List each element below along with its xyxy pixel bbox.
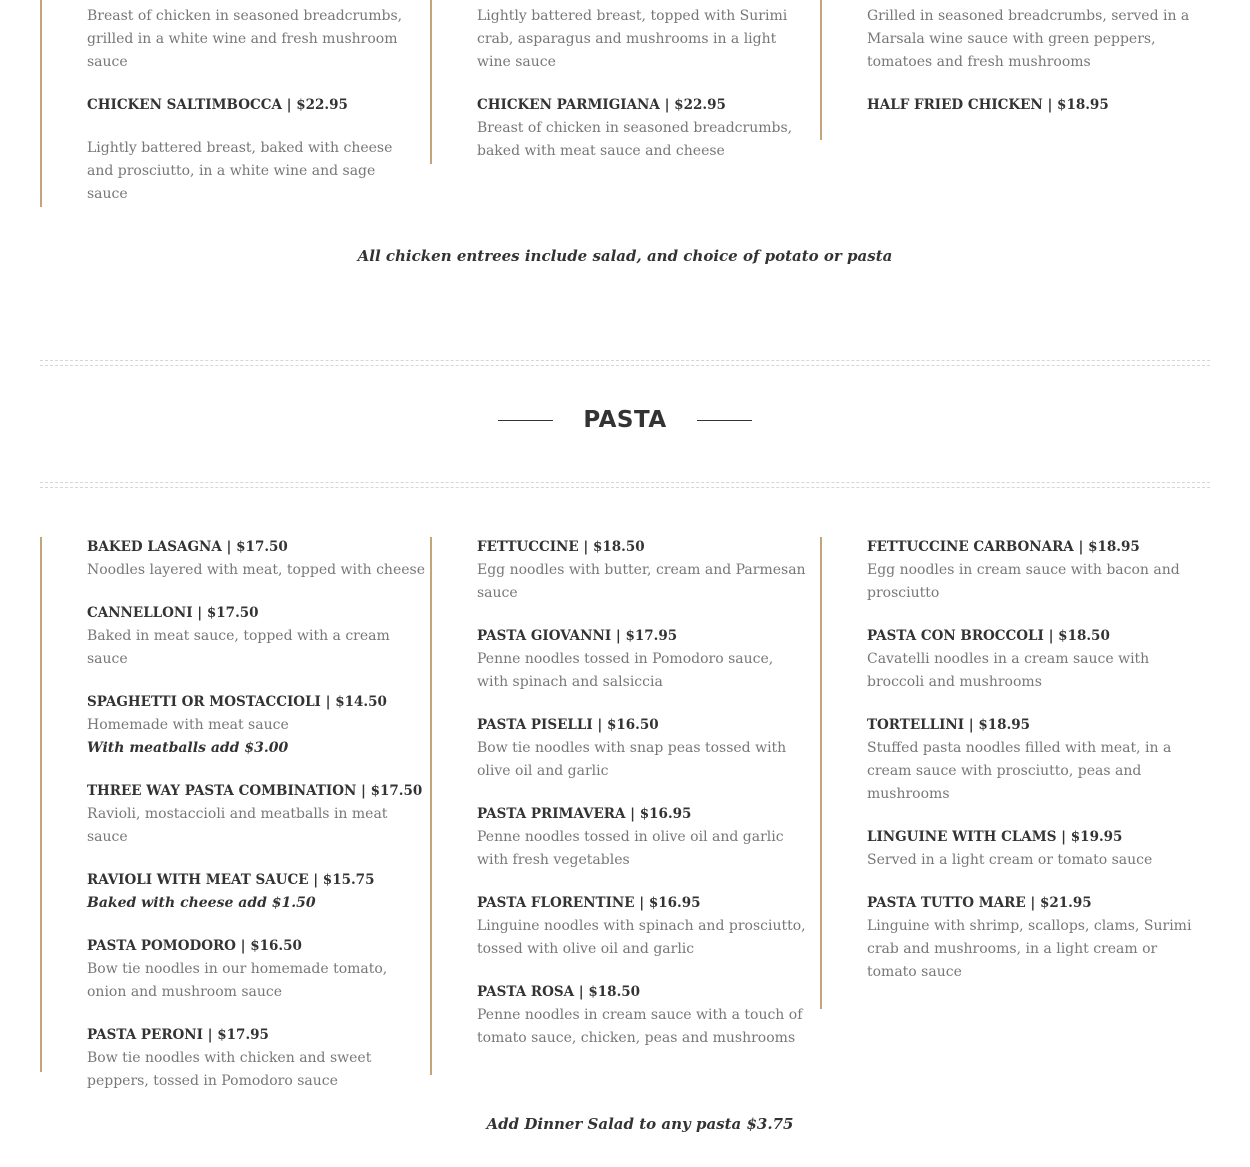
title-rule-right	[697, 420, 752, 421]
menu-item-title: FETTUCCINE CARBONARA | $18.95	[867, 539, 1140, 555]
menu-item	[867, 892, 1197, 984]
menu-item-title: PASTA TUTTO MARE | $21.95	[867, 895, 1092, 911]
menu-item-title: PASTA CON BROCCOLI | $18.50	[867, 628, 1110, 644]
menu-item-title: LINGUINE WITH CLAMS | $19.95	[867, 829, 1123, 845]
chicken-column-1	[40, 0, 432, 207]
menu-item-title: RAVIOLI WITH MEAT SAUCE | $15.75	[87, 872, 375, 888]
menu-item-title: HALF FRIED CHICKEN | $18.95	[867, 97, 1109, 113]
menu-item-title: TORTELLINI | $18.95	[867, 717, 1031, 733]
menu-item-title: BAKED LASAGNA | $17.50	[87, 539, 288, 555]
menu-item-description: Lightly battered breast, topped with Surimi crab, asparagus and mushrooms in a light wine sauce	[477, 8, 788, 70]
menu-item-description: Baked in meat sauce, topped with a cream sauce	[87, 628, 390, 667]
menu-item-description: Linguine noodles with spinach and prosciutto, tossed with olive oil and garlic	[477, 918, 806, 957]
menu-item-title: CHICKEN PARMIGIANA | $22.95	[477, 97, 726, 113]
menu-item-description: Bow tie noodles with snap peas tossed with olive oil and garlic	[477, 740, 787, 779]
menu-item-note: With meatballs add $3.00	[87, 740, 289, 756]
menu-item-description: Ravioli, mostaccioli and meatballs in meat sauce	[87, 806, 388, 845]
menu-item-description: Linguine with shrimp, scallops, clams, Surimi crab and mushrooms, in a light cream or tomato sauce	[867, 918, 1192, 980]
pasta-column-3	[820, 537, 1212, 1009]
menu-item-title: SPAGHETTI OR MOSTACCIOLI | $14.50	[87, 694, 387, 710]
menu-item	[87, 691, 427, 760]
menu-item	[87, 536, 427, 582]
menu-item-description: Egg noodles in cream sauce with bacon and prosciutto	[867, 562, 1180, 601]
menu-item-description: Grilled in seasoned breadcrumbs, served in a Marsala wine sauce with green peppers, tomatoes and fresh mushrooms	[867, 8, 1190, 70]
pasta-footnote: Add Dinner Salad to any pasta $3.75	[486, 1115, 794, 1133]
menu-item-description: Breast of chicken in seasoned breadcrumbs, grilled in a white wine and fresh mushroom sauce	[87, 8, 403, 70]
chicken-footnote: All chicken entrees include salad, and choice of potato or pasta	[357, 247, 893, 265]
menu-item	[477, 803, 807, 872]
menu-item-description: Bow tie noodles in our homemade tomato, onion and mushroom sauce	[87, 961, 388, 1000]
menu-item-title: PASTA POMODORO | $16.50	[87, 938, 302, 954]
menu-item-description: Egg noodles with butter, cream and Parmesan sauce	[477, 562, 806, 601]
menu-item-description: Stuffed pasta noodles filled with meat, in a cream sauce with prosciutto, peas and mushrooms	[867, 740, 1172, 802]
menu-item	[87, 1024, 427, 1093]
divider-top	[40, 360, 1210, 366]
menu-item	[477, 981, 807, 1050]
menu-item-description: Cavatelli noodles in a cream sauce with broccoli and mushrooms	[867, 651, 1150, 690]
menu-item-description: Penne noodles tossed in olive oil and garlic with fresh vegetables	[477, 829, 784, 868]
divider-bottom	[40, 482, 1210, 488]
menu-item	[867, 826, 1197, 872]
menu-item	[867, 625, 1197, 694]
menu-item-description: Penne noodles tossed in Pomodoro sauce, with spinach and salsiccia	[477, 651, 774, 690]
menu-item	[87, 935, 427, 1004]
pasta-column-1	[40, 537, 432, 1089]
menu-item-title: PASTA GIOVANNI | $17.95	[477, 628, 678, 644]
menu-item-note: Baked with cheese add $1.50	[87, 895, 316, 911]
menu-item	[87, 780, 427, 849]
menu-item	[477, 536, 807, 605]
menu-item	[477, 892, 807, 961]
menu-item-description: Bow tie noodles with chicken and sweet peppers, tossed in Pomodoro sauce	[87, 1050, 372, 1089]
chicken-column-2	[430, 0, 822, 164]
menu-item-description: Breast of chicken in seasoned breadcrumbs, baked with meat sauce and cheese	[477, 120, 793, 159]
menu-item	[867, 714, 1197, 806]
menu-item-description: Homemade with meat sauce	[87, 717, 289, 733]
menu-item-description: Noodles layered with meat, topped with cheese	[87, 562, 425, 578]
menu-item	[477, 714, 807, 783]
menu-item-title: PASTA PISELLI | $16.50	[477, 717, 659, 733]
menu-item-title: CANNELLONI | $17.50	[87, 605, 259, 621]
menu-item-title: PASTA PERONI | $17.95	[87, 1027, 269, 1043]
section-title-pasta: PASTA	[583, 407, 667, 433]
chicken-column-3	[820, 0, 1212, 140]
menu-item	[87, 869, 427, 915]
menu-item	[477, 625, 807, 694]
menu-item-description: Served in a light cream or tomato sauce	[867, 852, 1153, 868]
menu-item-description: Penne noodles in cream sauce with a touch of tomato sauce, chicken, peas and mushrooms	[477, 1007, 803, 1046]
menu-item-title: CHICKEN SALTIMBOCCA | $22.95	[87, 97, 348, 113]
menu-item	[867, 536, 1197, 605]
menu-item-title: PASTA PRIMAVERA | $16.95	[477, 806, 692, 822]
menu-item-title: FETTUCCINE | $18.50	[477, 539, 645, 555]
menu-item	[87, 602, 427, 671]
menu-item-description: Lightly battered breast, baked with cheese and prosciutto, in a white wine and sage sauce	[87, 140, 393, 202]
menu-item-title: PASTA FLORENTINE | $16.95	[477, 895, 701, 911]
menu-item-title: PASTA ROSA | $18.50	[477, 984, 641, 1000]
pasta-column-2	[430, 537, 822, 1075]
menu-item-title: THREE WAY PASTA COMBINATION | $17.50	[87, 783, 423, 799]
